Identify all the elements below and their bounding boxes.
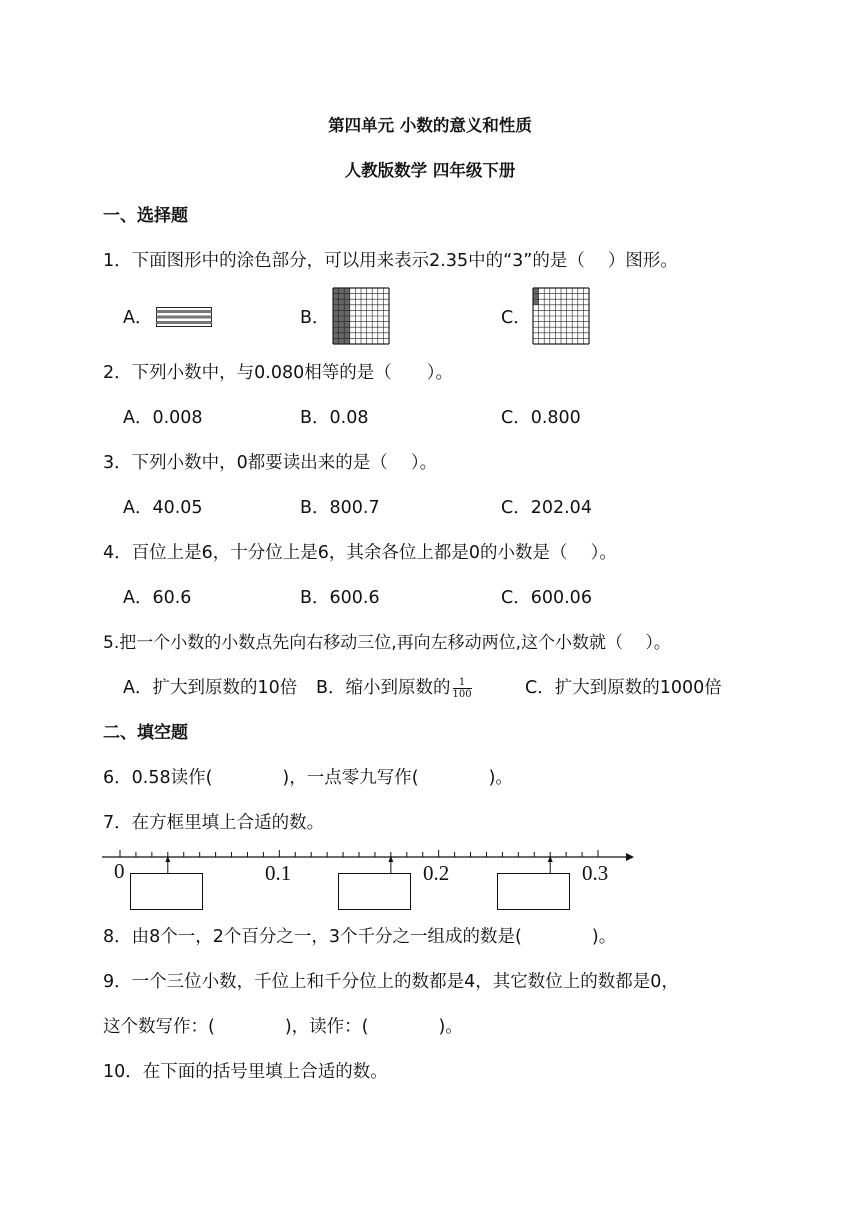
fraction-numerator: 1	[453, 677, 472, 689]
question-1: 1．下面图形中的涂色部分，可以用来表示2.35中的“3”的是（ ）图形。	[103, 251, 678, 271]
q3-option-c: C．202.04	[501, 498, 592, 518]
q5-option-b-text: B．缩小到原数的	[316, 678, 451, 698]
q3-option-a: A．40.05	[123, 498, 203, 518]
page-subtitle: 人教版数学 四年级下册	[344, 161, 516, 180]
number-line-label-0-2: 0.2	[423, 861, 450, 885]
question-7: 7．在方框里填上合适的数。	[103, 813, 325, 833]
shaded-cell	[533, 299, 539, 305]
question-10: 10．在下面的括号里填上合适的数。	[103, 1062, 388, 1082]
question-4: 4．百位上是6，十分位上是6，其余各位上都是0的小数是（ ）。	[103, 543, 617, 563]
q3-option-b: B．800.7	[300, 498, 380, 518]
number-line-label-0-3: 0.3	[582, 861, 609, 885]
shaded-cell	[533, 294, 539, 300]
number-line-label-0: 0	[114, 859, 125, 883]
q4-option-c: C．600.06	[501, 588, 592, 608]
arrow-head-icon	[626, 853, 634, 861]
question-9-line-1: 9．一个三位小数，千位上和千分位上的数都是4，其它数位上的数都是0，	[103, 972, 679, 992]
q2-option-b: B．0.08	[300, 408, 369, 428]
q5-option-a: A．扩大到原数的10倍	[123, 678, 298, 698]
q5-option-c: C．扩大到原数的1000倍	[525, 678, 722, 698]
q1-figure-b-grid	[332, 287, 390, 349]
q1-figure-c-grid	[532, 287, 590, 349]
q1-option-b: B．	[300, 308, 330, 328]
answer-box-1[interactable]	[130, 873, 203, 910]
question-9-line-2: 这个数写作：( )，读作：( )。	[103, 1017, 463, 1037]
q5-fraction	[453, 677, 472, 700]
q1-figure-a-strips	[156, 307, 212, 331]
question-3: 3．下列小数中，0都要读出来的是（ ）。	[103, 453, 438, 473]
section-fill: 二、填空题	[103, 723, 188, 743]
page-title: 第四单元 小数的意义和性质	[328, 116, 532, 135]
q4-option-b: B．600.6	[300, 588, 380, 608]
question-8: 8．由8个一，2个百分之一，3个千分之一组成的数是( )。	[103, 927, 617, 947]
answer-box-2[interactable]	[338, 873, 411, 910]
shaded-cell	[533, 288, 539, 294]
fraction-denominator: 100	[452, 688, 472, 700]
question-6: 6．0.58读作( )，一点零九写作( )。	[103, 768, 513, 788]
question-2: 2．下列小数中，与0.080相等的是（ ）。	[103, 363, 453, 383]
q1-option-a: A．	[123, 308, 153, 328]
answer-box-3[interactable]	[497, 873, 570, 910]
q2-option-c: C．0.800	[501, 408, 581, 428]
number-line-label-0-1: 0.1	[265, 861, 292, 885]
question-5: 5.把一个小数的小数点先向右移动三位,再向左移动两位,这个小数就（ ）。	[103, 633, 671, 653]
section-choice: 一、选择题	[103, 206, 188, 226]
q1-option-c: C．	[501, 308, 531, 328]
q2-option-a: A．0.008	[123, 408, 203, 428]
q5-option-b	[316, 676, 474, 700]
q4-option-a: A．60.6	[123, 588, 192, 608]
